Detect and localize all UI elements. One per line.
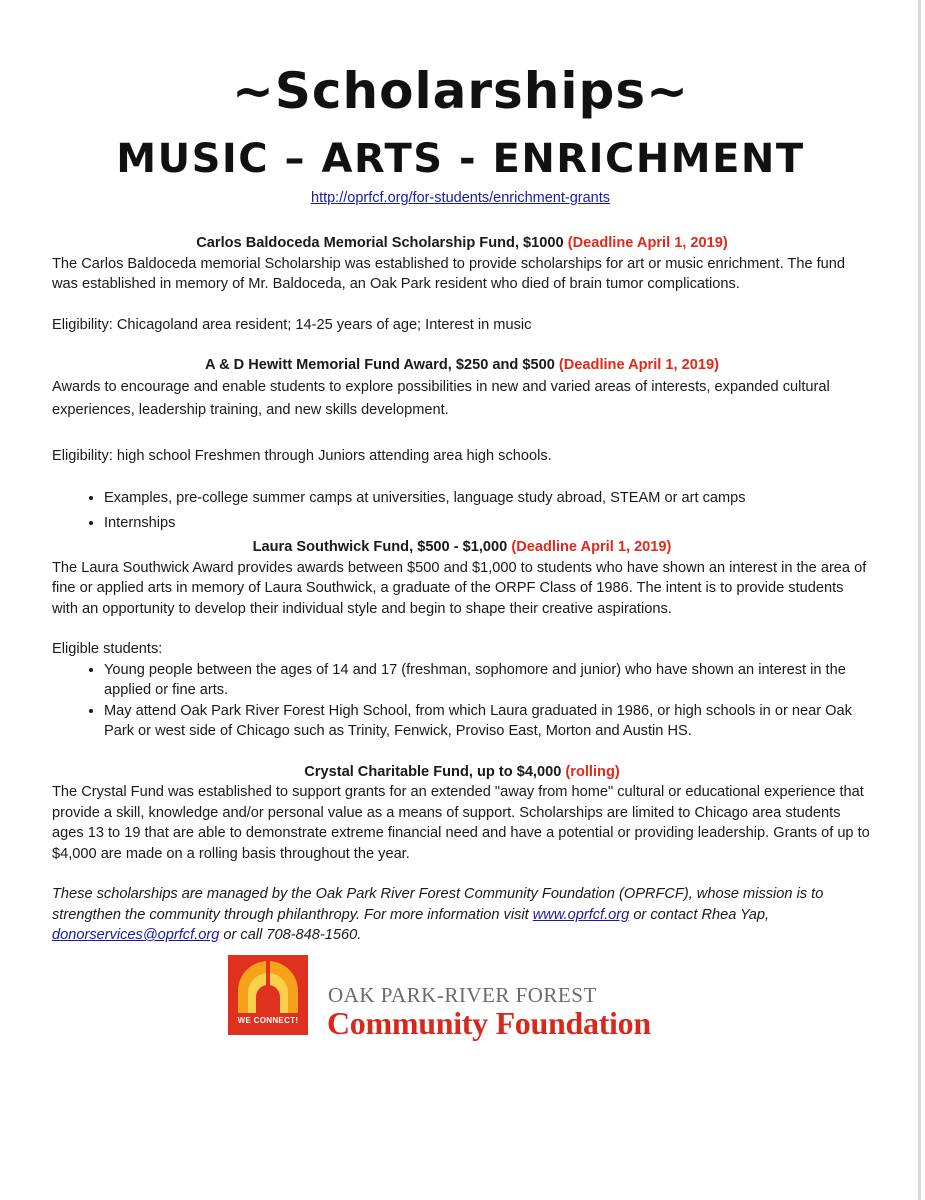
logo-name-line1: OAK PARK-RIVER FOREST (328, 983, 597, 1007)
eligible-students-label: Eligible students: (52, 641, 163, 657)
note-text: or call 708-848-1560. (219, 927, 362, 943)
fund-eligibility-carlos: Eligibility: Chicagoland area resident; 14-25 years of age; Interest in music (52, 316, 532, 333)
note-text: These scholarships are managed by the Oak Park River Forest Community Foundation (OPRFCF), whose mission is to strengthen the community through philanthropy. For more information visit (52, 886, 824, 923)
fund-description-laura: The Laura Southwick Award provides awards between $500 and $1,000 to students who have shown an interest in the area of fine or applied arts in memory of Laura Southwick, a graduate of the ORPF Class of 1986. The intent is to provide students with an opportunity to develop their individual style and begin to shape their creative aspirations. (52, 559, 867, 617)
logo-name-line2: Community Foundation (327, 1005, 651, 1041)
fund-title: Carlos Baldoceda Memorial Scholarship Fund, $1000 (196, 235, 564, 251)
list-item: • May attend Oak Park River Forest High School, from which Laura graduated in 1986, or high schools in or near Oak Park or west side of Chicago such as Trinity, Fenwick, Proviso East, Morton and Austin HS. (104, 701, 872, 742)
logo-mark (228, 955, 308, 1035)
laura-bullet-list (52, 660, 872, 742)
deadline-label: (Deadline April 1, 2019) (511, 539, 672, 555)
website-link[interactable]: www.oprfcf.org (532, 906, 630, 923)
enrichment-grants-url (0, 190, 921, 206)
list-item: • Internships (104, 513, 872, 534)
scholarship-list (52, 233, 872, 946)
list-item: • Young people between the ages of 14 and 17 (freshman, sophomore and junior) who have shown an interest in the applied or fine arts. (104, 660, 872, 701)
fund-title: Crystal Charitable Fund, up to $4,000 (304, 763, 562, 780)
fund-description-carlos: The Carlos Baldoceda memorial Scholarship was established to provide scholarships for art or music enrichment. The fund was established in memory of Mr. Baldoceda, an Oak Park resident who died of brain tumor complications. (52, 255, 846, 292)
foundation-note (52, 884, 872, 946)
fund-heading-laura (52, 537, 872, 558)
fund-description-crystal: The Crystal Fund was established to support grants for an extended "away from home" cultural or educational experience that provide a skill, knowledge and/or personal value as a means of support. Scholarships are limited to Chicago area students ages 13 to 19 that are able to demonstrate extreme financial need and have a potential or providing leadership. Grants of up to $4,000 are made on a rolling basis throughout the year. (52, 784, 870, 862)
foundation-logo (228, 955, 694, 1041)
fund-heading-carlos (52, 233, 872, 254)
fund-description-hewitt: Awards to encourage and enable students to explore possibilities in new and varied areas of interests, expanded cultural experiences, leadership training, and new skills development. (52, 378, 830, 418)
fund-heading-hewitt (52, 355, 872, 376)
email-link[interactable]: donorservices@oprfcf.org (52, 927, 220, 943)
fund-title: Laura Southwick Fund, $500 - $1,000 (252, 539, 508, 555)
fund-eligibility-hewitt: Eligibility: high school Freshmen through Juniors attending area high schools. (52, 447, 552, 464)
hewitt-bullet-list (52, 488, 872, 533)
deadline-label: (rolling) (565, 763, 620, 780)
deadline-label: (Deadline April 1, 2019) (558, 357, 719, 373)
fund-heading-crystal (52, 762, 872, 783)
logo-tagline: WE CONNECT! (237, 1016, 299, 1025)
enrichment-grants-link[interactable]: http://oprfcf.org/for-students/enrichment-grants (311, 190, 610, 206)
page-subtitle: MUSIC – ARTS - ENRICHMENT (116, 136, 805, 182)
page-title: ~Scholarships~ (232, 62, 689, 120)
note-text: or contact Rhea Yap, (629, 906, 770, 923)
fund-title: A & D Hewitt Memorial Fund Award, $250 and $500 (205, 357, 555, 373)
deadline-label: (Deadline April 1, 2019) (567, 235, 728, 251)
list-item: • Examples, pre-college summer camps at universities, language study abroad, STEAM or art camps (104, 488, 872, 509)
